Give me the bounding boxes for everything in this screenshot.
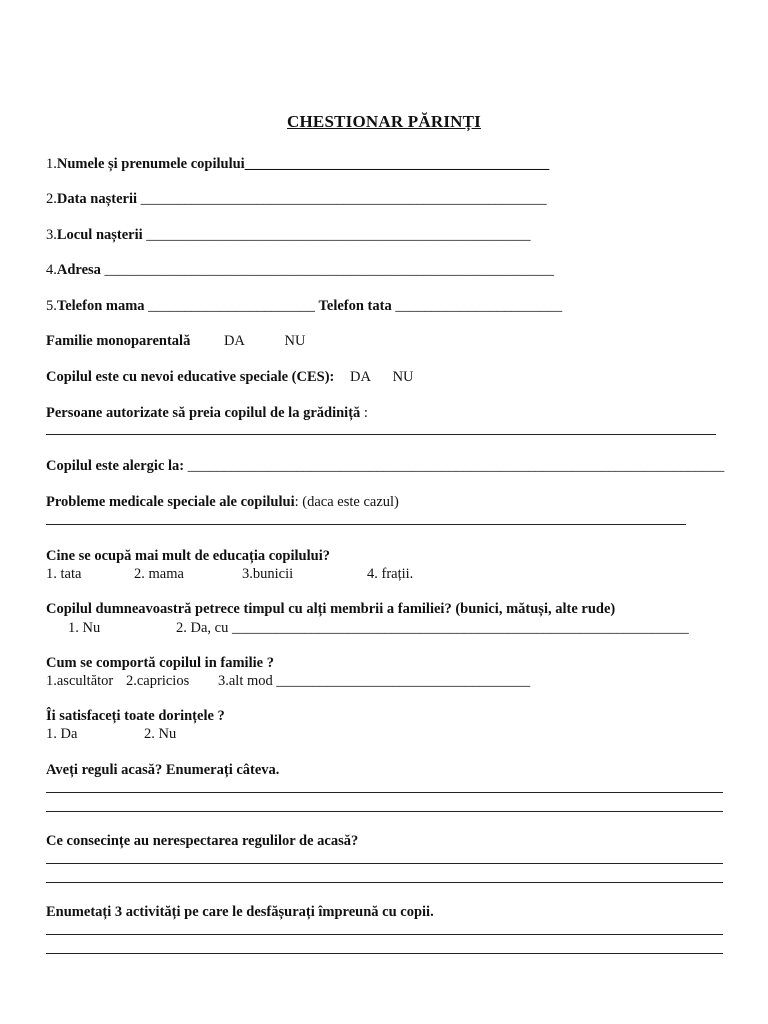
options-row <box>68 619 689 637</box>
option-1[interactable]: 1. tata <box>46 566 82 582</box>
question-label: Persoane autorizate să preia copilul de la grădiniță <box>46 405 361 421</box>
answer-blank[interactable]: _______________________________________________________________ <box>228 620 689 636</box>
question-number: 3. <box>46 227 57 243</box>
option-1[interactable]: 1. Da <box>46 726 78 742</box>
question-rule-consequences <box>46 832 358 850</box>
option-nu[interactable]: 1. Nu <box>68 620 101 636</box>
answer-line[interactable] <box>46 863 723 864</box>
option-nu[interactable]: NU <box>284 333 306 349</box>
question-phones <box>46 297 562 315</box>
question-child-name <box>46 155 549 173</box>
question-label: Adresa <box>56 262 101 278</box>
phone-father-blank[interactable]: _______________________ <box>391 298 563 314</box>
question-label: Cine se ocupă mai mult de educația copilului? <box>46 548 330 564</box>
answer-blank[interactable]: ________________________________________________________ <box>137 191 547 207</box>
answer-line[interactable] <box>46 882 723 883</box>
question-authorized-persons <box>46 404 368 422</box>
answer-blank[interactable]: _____________________________________________________ <box>142 227 531 243</box>
question-allergies <box>46 457 724 475</box>
answer-line[interactable] <box>46 792 723 793</box>
question-education-caregiver <box>46 547 330 565</box>
question-label: Data nașterii <box>56 191 138 207</box>
option-nu[interactable]: NU <box>392 369 414 385</box>
question-special-needs <box>46 368 414 386</box>
answer-line[interactable] <box>46 434 716 435</box>
option-2[interactable]: 2. Nu <box>144 726 177 742</box>
options-row <box>46 725 176 743</box>
question-label: Enumetați 3 activități pe care le desfășurați împreună cu copii. <box>46 904 434 920</box>
question-home-rules <box>46 761 279 779</box>
question-label: Copilul dumneavoastră petrece timpul cu alți membrii a familiei? (bunici, mătuși, alte rude) <box>46 601 616 617</box>
question-behavior <box>46 654 274 672</box>
option-3[interactable]: 3.bunicii <box>242 566 294 582</box>
question-label: Numele și prenumele copilului <box>56 156 245 172</box>
option-2[interactable]: 2. mama <box>134 566 184 582</box>
question-label: Cum se comportă copilul in familie ? <box>46 655 274 671</box>
question-label: Locul nașterii <box>56 227 143 243</box>
question-birth-place <box>46 226 531 244</box>
option-1[interactable]: 1.ascultător <box>46 673 114 689</box>
option-2[interactable]: 2.capricios <box>126 673 190 689</box>
question-number: 4. <box>46 262 57 278</box>
answer-line[interactable] <box>46 524 686 525</box>
question-label: Probleme medicale speciale ale copilului <box>46 494 295 510</box>
question-single-parent <box>46 332 305 350</box>
phone-mother-label: Telefon mama <box>56 298 145 314</box>
options-row <box>46 565 413 583</box>
question-medical-problems <box>46 493 399 511</box>
phone-father-label: Telefon tata <box>318 298 392 314</box>
option-3[interactable]: 3.alt mod <box>218 673 273 689</box>
question-family-time <box>46 600 615 618</box>
question-label: Familie monoparentală <box>46 333 191 349</box>
answer-blank[interactable]: __________________________________________________________________________ <box>184 458 725 474</box>
answer-line[interactable] <box>46 953 723 954</box>
answer-blank[interactable]: ______________________________________________________________ <box>100 262 555 278</box>
question-address <box>46 261 554 279</box>
question-label: Aveți reguli acasă? Enumerați câteva. <box>46 762 280 778</box>
question-shared-activities <box>46 903 434 921</box>
options-row <box>46 672 530 690</box>
answer-line[interactable] <box>46 811 723 812</box>
option-4[interactable]: 4. frații. <box>367 566 414 582</box>
page-title: CHESTIONAR PĂRINȚI <box>287 112 481 131</box>
question-satisfy-wishes <box>46 707 225 725</box>
option-da-cu[interactable]: 2. Da, cu <box>176 620 229 636</box>
answer-blank[interactable]: ___________________________________ <box>272 673 531 689</box>
question-birth-date <box>46 190 547 208</box>
question-number: 5. <box>46 298 57 314</box>
phone-mother-blank[interactable]: _______________________ <box>144 298 315 314</box>
question-label: Îi satisfaceți toate dorințele ? <box>46 708 225 724</box>
question-label: Copilul este cu nevoi educative speciale (CES): <box>46 369 335 385</box>
question-suffix: : (daca este cazul) <box>294 494 399 510</box>
question-number: 2. <box>46 191 57 207</box>
question-number: 1. <box>46 156 57 172</box>
option-da[interactable]: DA <box>350 369 371 385</box>
question-label: Ce consecințe au nerespectarea regulilor de acasă? <box>46 833 359 849</box>
answer-line[interactable] <box>46 934 723 935</box>
answer-blank[interactable]: __________________________________________ <box>244 156 550 172</box>
option-da[interactable]: DA <box>223 333 245 349</box>
question-suffix: : <box>360 405 368 421</box>
question-label: Copilul este alergic la: <box>46 458 185 474</box>
